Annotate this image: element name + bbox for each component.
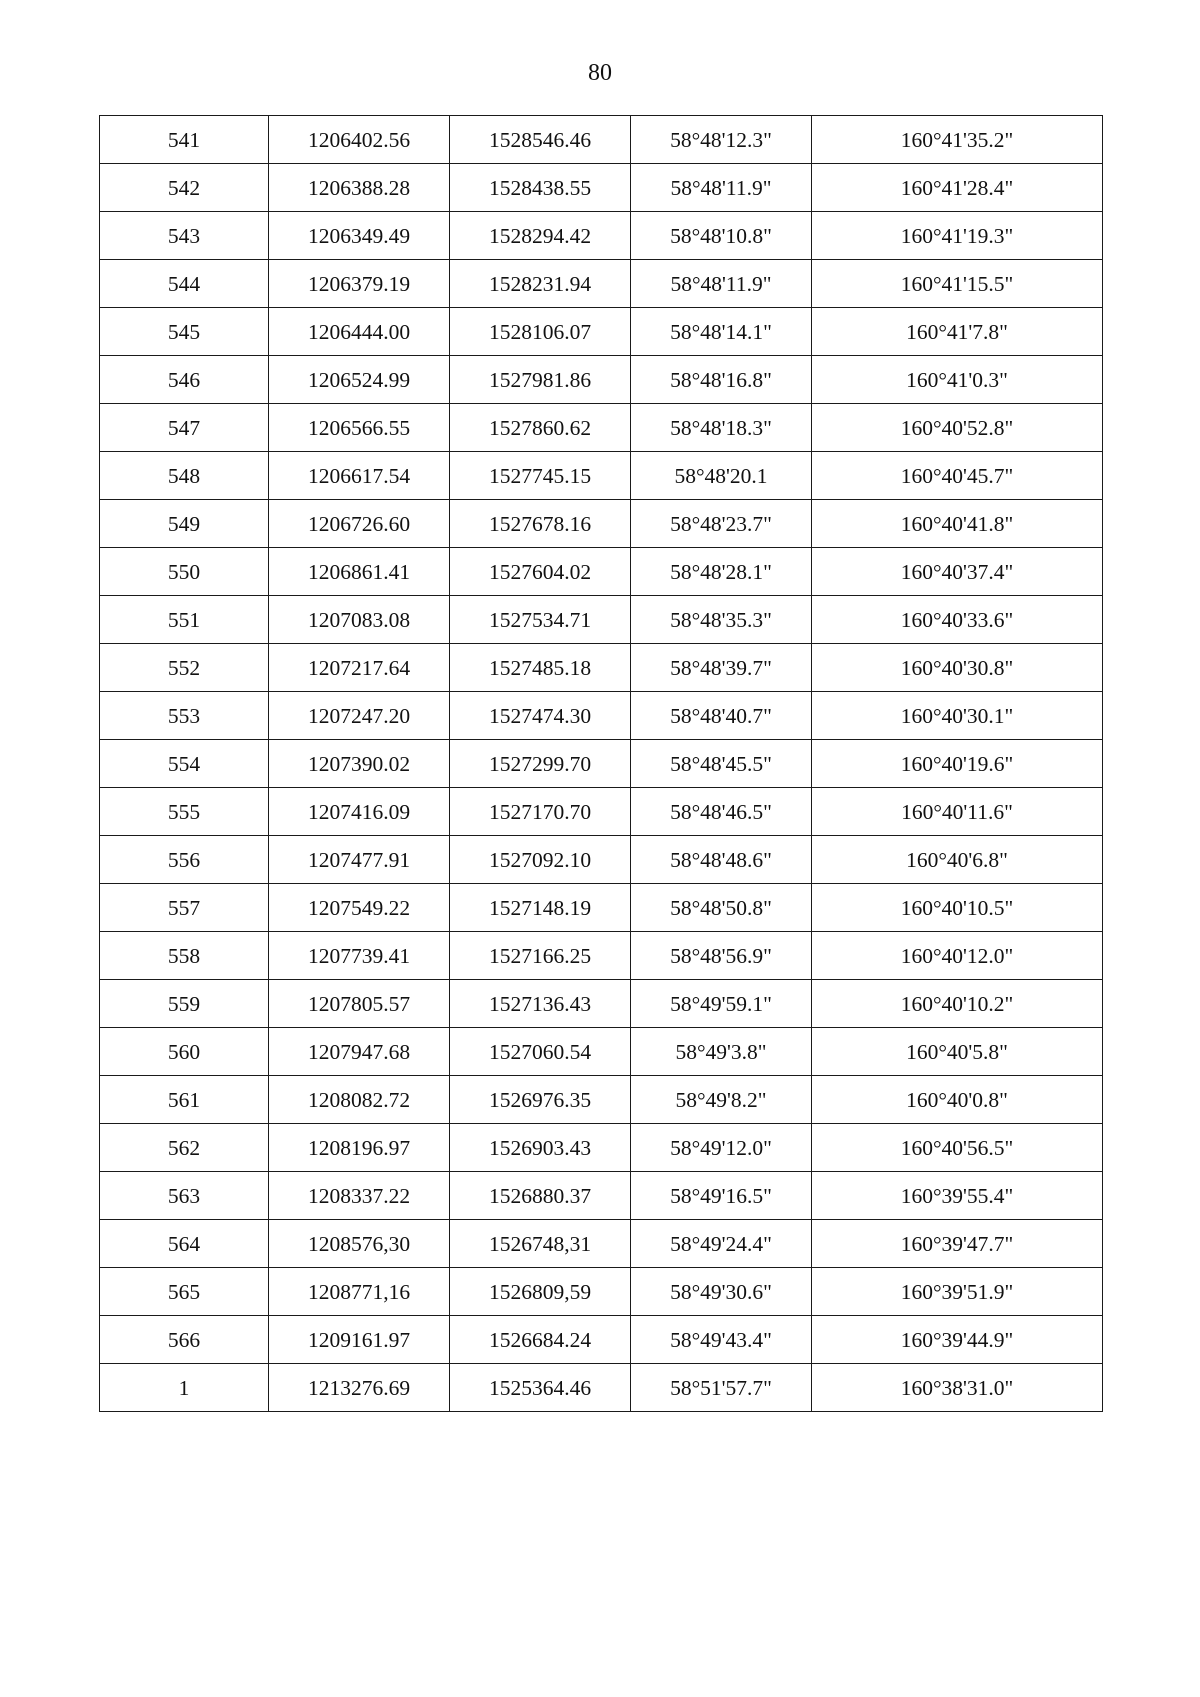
cell-point-number: 559: [100, 980, 269, 1028]
cell-y-coordinate: 1526903.43: [450, 1124, 631, 1172]
cell-longitude: 160°40'12.0": [812, 932, 1103, 980]
cell-latitude: 58°48'11.9": [631, 164, 812, 212]
cell-latitude: 58°48'45.5": [631, 740, 812, 788]
table-row: [100, 1028, 1103, 1076]
cell-point-number: 543: [100, 212, 269, 260]
cell-x-coordinate: 1208082.72: [269, 1076, 450, 1124]
cell-point-number: 551: [100, 596, 269, 644]
cell-y-coordinate: 1527474.30: [450, 692, 631, 740]
table-row: [100, 1076, 1103, 1124]
cell-longitude: 160°40'45.7": [812, 452, 1103, 500]
cell-longitude: 160°41'19.3": [812, 212, 1103, 260]
cell-longitude: 160°39'51.9": [812, 1268, 1103, 1316]
table-row: [100, 260, 1103, 308]
cell-longitude: 160°40'41.8": [812, 500, 1103, 548]
cell-x-coordinate: 1208771,16: [269, 1268, 450, 1316]
table-row: [100, 548, 1103, 596]
cell-longitude: 160°41'7.8": [812, 308, 1103, 356]
cell-latitude: 58°48'39.7": [631, 644, 812, 692]
cell-latitude: 58°48'20.1: [631, 452, 812, 500]
table-row: [100, 836, 1103, 884]
cell-x-coordinate: 1207947.68: [269, 1028, 450, 1076]
cell-point-number: 560: [100, 1028, 269, 1076]
cell-point-number: 545: [100, 308, 269, 356]
cell-x-coordinate: 1213276.69: [269, 1364, 450, 1412]
cell-point-number: 541: [100, 116, 269, 164]
cell-longitude: 160°41'15.5": [812, 260, 1103, 308]
cell-point-number: 562: [100, 1124, 269, 1172]
cell-y-coordinate: 1527981.86: [450, 356, 631, 404]
cell-longitude: 160°40'19.6": [812, 740, 1103, 788]
table-row: [100, 1220, 1103, 1268]
table-row: [100, 1124, 1103, 1172]
cell-y-coordinate: 1527136.43: [450, 980, 631, 1028]
cell-y-coordinate: 1527604.02: [450, 548, 631, 596]
table-row: [100, 1316, 1103, 1364]
cell-longitude: 160°40'56.5": [812, 1124, 1103, 1172]
cell-point-number: 548: [100, 452, 269, 500]
cell-latitude: 58°48'16.8": [631, 356, 812, 404]
cell-longitude: 160°40'52.8": [812, 404, 1103, 452]
cell-x-coordinate: 1206524.99: [269, 356, 450, 404]
cell-latitude: 58°49'30.6": [631, 1268, 812, 1316]
cell-latitude: 58°48'46.5": [631, 788, 812, 836]
cell-latitude: 58°48'48.6": [631, 836, 812, 884]
cell-longitude: 160°39'47.7": [812, 1220, 1103, 1268]
cell-latitude: 58°49'12.0": [631, 1124, 812, 1172]
table-row: [100, 980, 1103, 1028]
cell-point-number: 553: [100, 692, 269, 740]
cell-longitude: 160°40'5.8": [812, 1028, 1103, 1076]
cell-latitude: 58°51'57.7": [631, 1364, 812, 1412]
cell-latitude: 58°48'10.8": [631, 212, 812, 260]
cell-x-coordinate: 1208196.97: [269, 1124, 450, 1172]
cell-point-number: 550: [100, 548, 269, 596]
cell-y-coordinate: 1528231.94: [450, 260, 631, 308]
table-row: [100, 740, 1103, 788]
cell-y-coordinate: 1528294.42: [450, 212, 631, 260]
cell-point-number: 555: [100, 788, 269, 836]
table-row: [100, 1268, 1103, 1316]
cell-y-coordinate: 1527299.70: [450, 740, 631, 788]
cell-y-coordinate: 1525364.46: [450, 1364, 631, 1412]
cell-longitude: 160°40'10.5": [812, 884, 1103, 932]
cell-latitude: 58°48'50.8": [631, 884, 812, 932]
cell-longitude: 160°40'33.6": [812, 596, 1103, 644]
cell-x-coordinate: 1207083.08: [269, 596, 450, 644]
cell-longitude: 160°40'6.8": [812, 836, 1103, 884]
cell-longitude: 160°39'44.9": [812, 1316, 1103, 1364]
cell-x-coordinate: 1206861.41: [269, 548, 450, 596]
coordinates-table-body: [100, 116, 1103, 1412]
cell-point-number: 549: [100, 500, 269, 548]
cell-point-number: 565: [100, 1268, 269, 1316]
cell-longitude: 160°40'30.1": [812, 692, 1103, 740]
cell-x-coordinate: 1206726.60: [269, 500, 450, 548]
cell-x-coordinate: 1207739.41: [269, 932, 450, 980]
cell-latitude: 58°49'43.4": [631, 1316, 812, 1364]
cell-latitude: 58°49'8.2": [631, 1076, 812, 1124]
cell-x-coordinate: 1206402.56: [269, 116, 450, 164]
cell-latitude: 58°48'56.9": [631, 932, 812, 980]
cell-point-number: 547: [100, 404, 269, 452]
table-row: [100, 1364, 1103, 1412]
cell-longitude: 160°41'0.3": [812, 356, 1103, 404]
cell-x-coordinate: 1207416.09: [269, 788, 450, 836]
table-row: [100, 116, 1103, 164]
cell-y-coordinate: 1527060.54: [450, 1028, 631, 1076]
cell-latitude: 58°48'18.3": [631, 404, 812, 452]
cell-point-number: 558: [100, 932, 269, 980]
cell-x-coordinate: 1207549.22: [269, 884, 450, 932]
coordinates-table: [99, 115, 1103, 1412]
cell-x-coordinate: 1207247.20: [269, 692, 450, 740]
cell-x-coordinate: 1207805.57: [269, 980, 450, 1028]
cell-point-number: 564: [100, 1220, 269, 1268]
cell-point-number: 561: [100, 1076, 269, 1124]
cell-latitude: 58°48'23.7": [631, 500, 812, 548]
cell-latitude: 58°48'28.1": [631, 548, 812, 596]
page-number: 80: [588, 60, 612, 86]
cell-y-coordinate: 1528106.07: [450, 308, 631, 356]
table-row: [100, 500, 1103, 548]
cell-y-coordinate: 1528438.55: [450, 164, 631, 212]
cell-point-number: 566: [100, 1316, 269, 1364]
cell-latitude: 58°49'59.1": [631, 980, 812, 1028]
cell-point-number: 552: [100, 644, 269, 692]
cell-y-coordinate: 1527534.71: [450, 596, 631, 644]
cell-latitude: 58°48'11.9": [631, 260, 812, 308]
cell-x-coordinate: 1206566.55: [269, 404, 450, 452]
cell-latitude: 58°48'35.3": [631, 596, 812, 644]
cell-point-number: 1: [100, 1364, 269, 1412]
cell-x-coordinate: 1207390.02: [269, 740, 450, 788]
cell-y-coordinate: 1527170.70: [450, 788, 631, 836]
cell-x-coordinate: 1207477.91: [269, 836, 450, 884]
table-row: [100, 452, 1103, 500]
cell-y-coordinate: 1526684.24: [450, 1316, 631, 1364]
cell-x-coordinate: 1206617.54: [269, 452, 450, 500]
table-row: [100, 932, 1103, 980]
table-row: [100, 404, 1103, 452]
table-row: [100, 1172, 1103, 1220]
cell-longitude: 160°41'28.4": [812, 164, 1103, 212]
table-row: [100, 212, 1103, 260]
cell-longitude: 160°40'0.8": [812, 1076, 1103, 1124]
cell-longitude: 160°40'11.6": [812, 788, 1103, 836]
table-row: [100, 596, 1103, 644]
cell-point-number: 546: [100, 356, 269, 404]
cell-x-coordinate: 1207217.64: [269, 644, 450, 692]
table-row: [100, 884, 1103, 932]
cell-x-coordinate: 1206379.19: [269, 260, 450, 308]
cell-y-coordinate: 1527166.25: [450, 932, 631, 980]
cell-y-coordinate: 1527678.16: [450, 500, 631, 548]
cell-x-coordinate: 1206349.49: [269, 212, 450, 260]
table-row: [100, 644, 1103, 692]
cell-x-coordinate: 1208337.22: [269, 1172, 450, 1220]
table-row: [100, 356, 1103, 404]
cell-longitude: 160°39'55.4": [812, 1172, 1103, 1220]
cell-longitude: 160°38'31.0": [812, 1364, 1103, 1412]
cell-y-coordinate: 1527148.19: [450, 884, 631, 932]
cell-latitude: 58°48'40.7": [631, 692, 812, 740]
cell-latitude: 58°48'14.1": [631, 308, 812, 356]
cell-point-number: 544: [100, 260, 269, 308]
cell-y-coordinate: 1527485.18: [450, 644, 631, 692]
table-row: [100, 788, 1103, 836]
cell-point-number: 554: [100, 740, 269, 788]
cell-y-coordinate: 1527860.62: [450, 404, 631, 452]
cell-longitude: 160°40'10.2": [812, 980, 1103, 1028]
cell-x-coordinate: 1206444.00: [269, 308, 450, 356]
cell-latitude: 58°49'24.4": [631, 1220, 812, 1268]
cell-x-coordinate: 1208576,30: [269, 1220, 450, 1268]
table-row: [100, 308, 1103, 356]
cell-y-coordinate: 1527092.10: [450, 836, 631, 884]
table-row: [100, 164, 1103, 212]
cell-y-coordinate: 1527745.15: [450, 452, 631, 500]
cell-longitude: 160°40'30.8": [812, 644, 1103, 692]
cell-longitude: 160°41'35.2": [812, 116, 1103, 164]
cell-point-number: 557: [100, 884, 269, 932]
cell-longitude: 160°40'37.4": [812, 548, 1103, 596]
cell-y-coordinate: 1526809,59: [450, 1268, 631, 1316]
cell-x-coordinate: 1206388.28: [269, 164, 450, 212]
cell-point-number: 563: [100, 1172, 269, 1220]
cell-point-number: 542: [100, 164, 269, 212]
cell-latitude: 58°49'16.5": [631, 1172, 812, 1220]
cell-latitude: 58°49'3.8": [631, 1028, 812, 1076]
cell-point-number: 556: [100, 836, 269, 884]
cell-y-coordinate: 1526748,31: [450, 1220, 631, 1268]
cell-y-coordinate: 1528546.46: [450, 116, 631, 164]
cell-x-coordinate: 1209161.97: [269, 1316, 450, 1364]
cell-y-coordinate: 1526880.37: [450, 1172, 631, 1220]
cell-y-coordinate: 1526976.35: [450, 1076, 631, 1124]
table-row: [100, 692, 1103, 740]
cell-latitude: 58°48'12.3": [631, 116, 812, 164]
